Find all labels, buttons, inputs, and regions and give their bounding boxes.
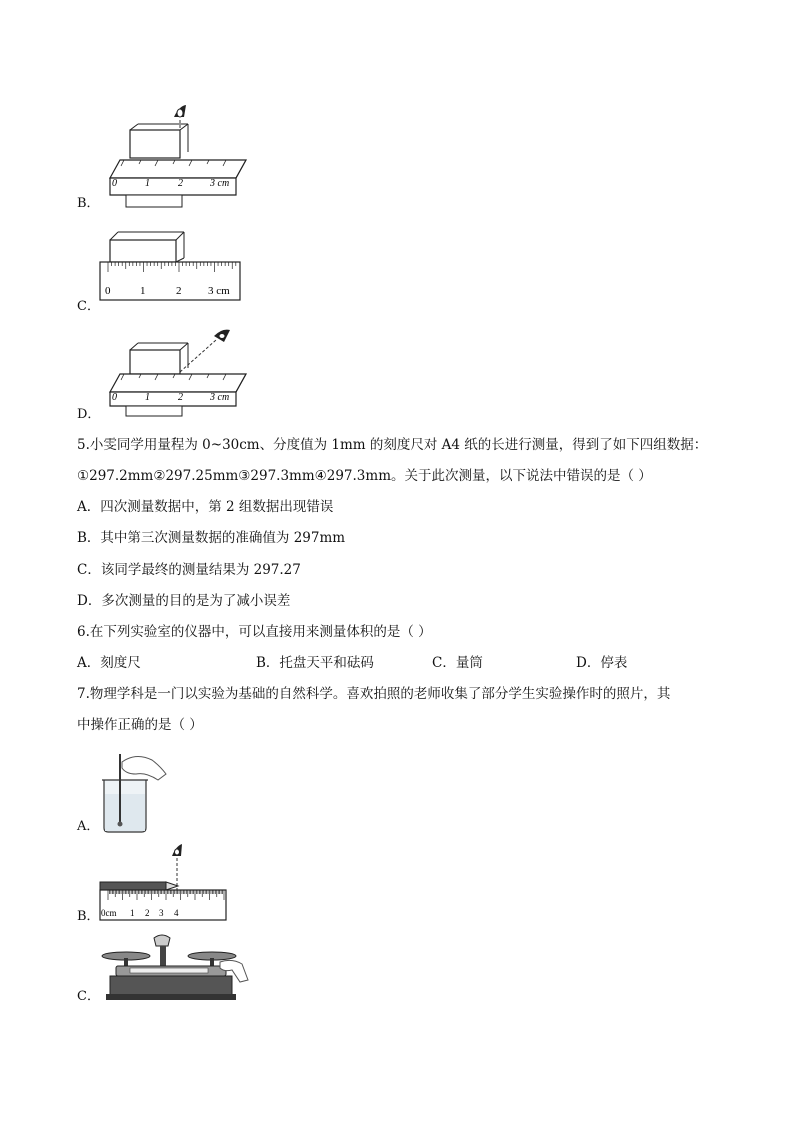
tick-label: 4 <box>174 908 179 918</box>
question-7-stem-line2: 中操作正确的是（ ） <box>77 717 203 733</box>
question-5-option-b: B．其中第三次测量数据的准确值为 297mm <box>77 530 346 546</box>
balance-scale-figure <box>96 932 252 1004</box>
question-5-stem-line2: ①297.2mm②297.25mm③297.3mm④297.3mm。关于此次测量，以下说法中错误的是（ ） <box>77 468 652 484</box>
question-6-option-b: B．托盘天平和砝码 <box>256 655 374 671</box>
eye-icon <box>174 105 186 117</box>
option-label: D． <box>77 407 101 422</box>
tick-label: 1 <box>140 285 146 297</box>
option-label: C． <box>77 299 100 314</box>
tick-label: 3 cm <box>210 178 230 189</box>
ruler-figure-b <box>96 100 256 212</box>
question-5-option-c: C．该同学最终的测量结果为 297.27 <box>77 562 301 578</box>
beaker-thermometer-figure <box>96 750 176 834</box>
tick-label: 2 <box>176 285 182 297</box>
tick-label: 2 <box>178 392 183 403</box>
question-7-stem-line1: 7.物理学科是一门以实验为基础的自然科学。喜欢拍照的老师收集了部分学生实验操作时的照片，其 <box>77 686 671 702</box>
tick-label: 0 <box>105 285 111 297</box>
pencil-ruler-figure <box>96 842 230 926</box>
question-5-option-d: D．多次测量的目的是为了减小误差 <box>77 593 291 609</box>
tick-label: 0 <box>112 178 117 189</box>
tick-label: 2 <box>145 908 150 918</box>
ruler-figure-c <box>96 228 246 304</box>
question-5-stem-line1: 5.小雯同学用量程为 0~30cm、分度值为 1mm 的刻度尺对 A4 纸的长进行测量，得到了如下四组数据： <box>77 437 708 453</box>
tick-label: 0 <box>112 392 117 403</box>
tick-label: 0cm <box>101 908 117 918</box>
tick-label: 2 <box>178 178 183 189</box>
option-label: B． <box>77 909 100 924</box>
question-6-stem: 6.在下列实验室的仪器中，可以直接用来测量体积的是（ ） <box>77 624 432 640</box>
question-6-option-d: D．停表 <box>576 655 628 671</box>
option-label: B． <box>77 196 100 211</box>
tick-label: 3 cm <box>208 285 230 297</box>
eye-icon <box>172 844 182 856</box>
question-5-option-a: A．四次测量数据中，第 2 组数据出现错误 <box>77 499 334 515</box>
ruler-figure-d <box>96 326 256 418</box>
tick-label: 1 <box>145 178 150 189</box>
question-6-option-c: C．量筒 <box>432 655 483 671</box>
tick-label: 1 <box>130 908 135 918</box>
eye-icon <box>214 330 230 342</box>
tick-label: 1 <box>145 392 150 403</box>
option-label: A． <box>77 819 100 834</box>
option-label: C． <box>77 989 100 1004</box>
tick-label: 3 <box>159 908 164 918</box>
tick-label: 3 cm <box>210 392 230 403</box>
question-6-option-a: A．刻度尺 <box>77 655 141 671</box>
